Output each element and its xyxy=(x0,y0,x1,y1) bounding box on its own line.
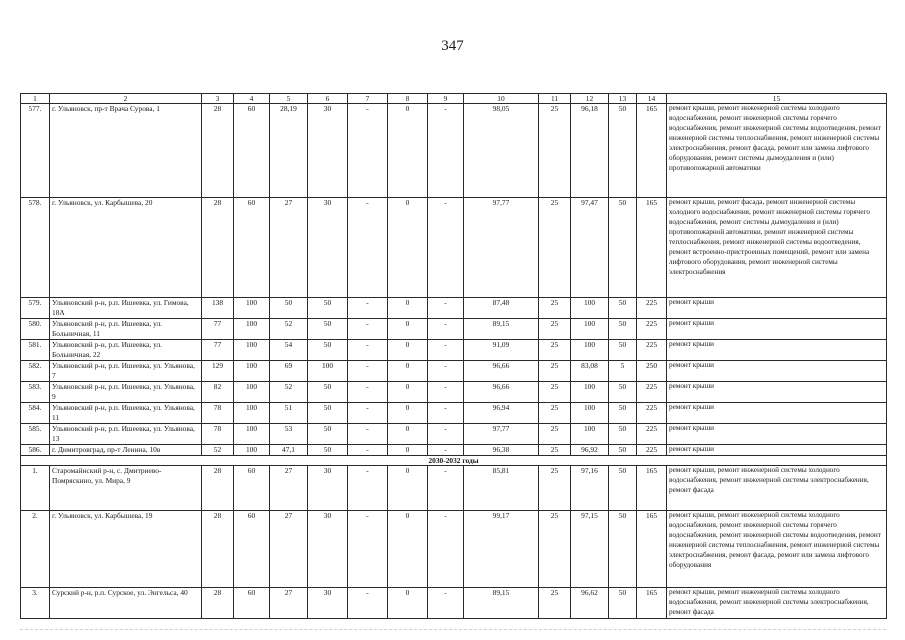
table-row xyxy=(21,424,887,445)
value-cell: 100 xyxy=(571,340,609,361)
address-cell: г. Ульяновск, пр-т Врача Сурова, 1 xyxy=(50,104,202,198)
column-header: 10 xyxy=(464,94,539,104)
value-cell: 225 xyxy=(637,340,667,361)
works-cell: ремонт крыши, ремонт инженерной системы холодного водоснабжения, ремонт инженерной системы электроснабжения, ремонт фасада xyxy=(667,588,887,619)
value-cell: 30 xyxy=(308,104,348,198)
value-cell: 250 xyxy=(637,361,667,382)
column-header: 9 xyxy=(428,94,464,104)
value-cell: - xyxy=(428,382,464,403)
value-cell: 50 xyxy=(609,382,637,403)
value-cell: 77 xyxy=(202,340,234,361)
value-cell: 50 xyxy=(609,588,637,619)
value-cell: 52 xyxy=(270,382,308,403)
value-cell: 30 xyxy=(308,198,348,298)
value-cell: 50 xyxy=(308,403,348,424)
value-cell: 96,92 xyxy=(571,445,609,456)
value-cell: 97,77 xyxy=(464,424,539,445)
value-cell: 0 xyxy=(388,319,428,340)
value-cell: 50 xyxy=(270,298,308,319)
table-row xyxy=(21,340,887,361)
value-cell: 129 xyxy=(202,361,234,382)
value-cell: 165 xyxy=(637,104,667,198)
works-table xyxy=(20,93,887,619)
value-cell: 30 xyxy=(308,466,348,511)
value-cell: 0 xyxy=(388,403,428,424)
table-header-row xyxy=(21,94,887,104)
value-cell: - xyxy=(348,382,388,403)
value-cell: 0 xyxy=(388,511,428,588)
value-cell: 85,81 xyxy=(464,466,539,511)
value-cell: 50 xyxy=(609,298,637,319)
value-cell: 96,18 xyxy=(571,104,609,198)
value-cell: 27 xyxy=(270,466,308,511)
value-cell: 89,15 xyxy=(464,319,539,340)
value-cell: 50 xyxy=(609,511,637,588)
value-cell: 100 xyxy=(234,298,270,319)
value-cell: 138 xyxy=(202,298,234,319)
table-row xyxy=(21,104,887,198)
value-cell: 0 xyxy=(388,466,428,511)
value-cell: 50 xyxy=(609,466,637,511)
value-cell: - xyxy=(348,298,388,319)
value-cell: 27 xyxy=(270,198,308,298)
value-cell: 100 xyxy=(234,340,270,361)
row-number-cell: 586. xyxy=(21,445,50,456)
works-cell: ремонт крыши, ремонт инженерной системы холодного водоснабжения, ремонт инженерной системы горячего водоснабжения, ремонт инженерной системы водоотведения, ремонт инженерной системы теплоснабжения, ремонт инженерной системы электроснабжения, ремонт фасада, ремонт или замена лифтового оборудования, ремонт системы дымоудаления и (или) противопожарной автоматики xyxy=(667,104,887,198)
value-cell: 165 xyxy=(637,511,667,588)
value-cell: 100 xyxy=(234,445,270,456)
value-cell: 100 xyxy=(571,382,609,403)
value-cell: 25 xyxy=(539,198,571,298)
value-cell: 100 xyxy=(571,298,609,319)
value-cell: 96,62 xyxy=(571,588,609,619)
address-cell: Старомайнский р-н, с. Дмитриево-Помряскино, ул. Мира, 9 xyxy=(50,466,202,511)
table-body xyxy=(21,94,887,619)
column-header: 2 xyxy=(50,94,202,104)
table-row xyxy=(21,319,887,340)
value-cell: 50 xyxy=(609,340,637,361)
value-cell: - xyxy=(428,466,464,511)
column-header: 12 xyxy=(571,94,609,104)
value-cell: 25 xyxy=(539,511,571,588)
section-title: 2030-2032 годы xyxy=(21,456,887,466)
value-cell: 60 xyxy=(234,466,270,511)
value-cell: 28 xyxy=(202,466,234,511)
value-cell: 30 xyxy=(308,511,348,588)
value-cell: 100 xyxy=(571,403,609,424)
value-cell: 96,66 xyxy=(464,382,539,403)
value-cell: 225 xyxy=(637,445,667,456)
bottom-cut-line xyxy=(20,629,886,630)
value-cell: 78 xyxy=(202,403,234,424)
value-cell: 60 xyxy=(234,511,270,588)
value-cell: 50 xyxy=(609,198,637,298)
value-cell: 89,15 xyxy=(464,588,539,619)
value-cell: - xyxy=(348,424,388,445)
value-cell: - xyxy=(428,340,464,361)
column-header: 8 xyxy=(388,94,428,104)
value-cell: - xyxy=(428,445,464,456)
value-cell: 50 xyxy=(609,445,637,456)
works-cell: ремонт крыши xyxy=(667,319,887,340)
value-cell: 50 xyxy=(308,298,348,319)
value-cell: - xyxy=(428,588,464,619)
address-cell: г. Ульяновск, ул. Карбышева, 19 xyxy=(50,511,202,588)
value-cell: 47,1 xyxy=(270,445,308,456)
value-cell: - xyxy=(428,298,464,319)
column-header: 6 xyxy=(308,94,348,104)
value-cell: 69 xyxy=(270,361,308,382)
address-cell: Сурский р-н, р.п. Сурское, ул. Энгельса, 40 xyxy=(50,588,202,619)
row-number-cell: 577. xyxy=(21,104,50,198)
value-cell: - xyxy=(348,198,388,298)
value-cell: 225 xyxy=(637,424,667,445)
value-cell: 50 xyxy=(308,424,348,445)
value-cell: 96,66 xyxy=(464,361,539,382)
row-number-cell: 579. xyxy=(21,298,50,319)
value-cell: 25 xyxy=(539,361,571,382)
value-cell: 97,47 xyxy=(571,198,609,298)
table-row xyxy=(21,382,887,403)
row-number-cell: 585. xyxy=(21,424,50,445)
column-header: 15 xyxy=(667,94,887,104)
value-cell: 50 xyxy=(609,104,637,198)
value-cell: 100 xyxy=(571,319,609,340)
table-row xyxy=(21,361,887,382)
row-number-cell: 578. xyxy=(21,198,50,298)
value-cell: - xyxy=(428,319,464,340)
table-row xyxy=(21,445,887,456)
value-cell: 100 xyxy=(308,361,348,382)
value-cell: 28 xyxy=(202,588,234,619)
value-cell: 5 xyxy=(609,361,637,382)
value-cell: 50 xyxy=(609,424,637,445)
row-number-cell: 582. xyxy=(21,361,50,382)
value-cell: 50 xyxy=(609,319,637,340)
value-cell: 50 xyxy=(308,445,348,456)
column-header: 4 xyxy=(234,94,270,104)
works-cell: ремонт крыши xyxy=(667,403,887,424)
value-cell: 52 xyxy=(270,319,308,340)
value-cell: 25 xyxy=(539,445,571,456)
value-cell: 97,77 xyxy=(464,198,539,298)
value-cell: 225 xyxy=(637,382,667,403)
value-cell: - xyxy=(348,104,388,198)
value-cell: 25 xyxy=(539,424,571,445)
row-number-cell: 2. xyxy=(21,511,50,588)
value-cell: 52 xyxy=(202,445,234,456)
value-cell: 78 xyxy=(202,424,234,445)
value-cell: - xyxy=(348,588,388,619)
value-cell: 165 xyxy=(637,198,667,298)
table-row xyxy=(21,466,887,511)
value-cell: 165 xyxy=(637,466,667,511)
value-cell: - xyxy=(348,361,388,382)
value-cell: 0 xyxy=(388,382,428,403)
value-cell: - xyxy=(348,340,388,361)
works-cell: ремонт крыши xyxy=(667,340,887,361)
row-number-cell: 581. xyxy=(21,340,50,361)
column-header: 7 xyxy=(348,94,388,104)
value-cell: 225 xyxy=(637,403,667,424)
table-row xyxy=(21,298,887,319)
works-cell: ремонт крыши xyxy=(667,445,887,456)
works-cell: ремонт крыши xyxy=(667,361,887,382)
value-cell: - xyxy=(348,445,388,456)
value-cell: 0 xyxy=(388,361,428,382)
value-cell: 28,19 xyxy=(270,104,308,198)
address-cell: г. Димитровград, пр-т Ленина, 10в xyxy=(50,445,202,456)
address-cell: Ульяновский р-н, р.п. Ишеевка, ул. Ульянова, 13 xyxy=(50,424,202,445)
column-header: 13 xyxy=(609,94,637,104)
value-cell: - xyxy=(348,511,388,588)
value-cell: 25 xyxy=(539,466,571,511)
address-cell: Ульяновский р-н, р.п. Ишеевка, ул. Гимова, 18А xyxy=(50,298,202,319)
value-cell: 100 xyxy=(234,361,270,382)
value-cell: 91,09 xyxy=(464,340,539,361)
value-cell: - xyxy=(348,466,388,511)
address-cell: Ульяновский р-н, р.п. Ишеевка, ул. Больничная, 22 xyxy=(50,340,202,361)
row-number-cell: 1. xyxy=(21,466,50,511)
value-cell: 30 xyxy=(308,588,348,619)
value-cell: 28 xyxy=(202,198,234,298)
value-cell: 97,16 xyxy=(571,466,609,511)
value-cell: 60 xyxy=(234,588,270,619)
row-number-cell: 583. xyxy=(21,382,50,403)
value-cell: 53 xyxy=(270,424,308,445)
value-cell: - xyxy=(348,403,388,424)
table-row xyxy=(21,403,887,424)
table-row xyxy=(21,198,887,298)
value-cell: 28 xyxy=(202,104,234,198)
value-cell: 100 xyxy=(234,319,270,340)
value-cell: 0 xyxy=(388,445,428,456)
row-number-cell: 580. xyxy=(21,319,50,340)
value-cell: 27 xyxy=(270,511,308,588)
value-cell: - xyxy=(428,104,464,198)
page-number: 347 xyxy=(441,38,464,54)
table-row xyxy=(21,511,887,588)
value-cell: 60 xyxy=(234,198,270,298)
works-cell: ремонт крыши, ремонт инженерной системы холодного водоснабжения, ремонт инженерной системы горячего водоснабжения, ремонт инженерной системы водоотведения, ремонт инженерной системы теплоснабжения, ремонт инженерной системы электроснабжения, ремонт фасада, ремонт или замена лифтового оборудования xyxy=(667,511,887,588)
value-cell: 97,15 xyxy=(571,511,609,588)
value-cell: 0 xyxy=(388,198,428,298)
value-cell: 225 xyxy=(637,298,667,319)
value-cell: 25 xyxy=(539,104,571,198)
value-cell: 54 xyxy=(270,340,308,361)
value-cell: 100 xyxy=(234,382,270,403)
value-cell: - xyxy=(348,319,388,340)
value-cell: - xyxy=(428,511,464,588)
row-number-cell: 584. xyxy=(21,403,50,424)
value-cell: 77 xyxy=(202,319,234,340)
address-cell: Ульяновский р-н, р.п. Ишеевка, ул. Ульянова, 11 xyxy=(50,403,202,424)
address-cell: Ульяновский р-н, р.п. Ишеевка, ул. Ульянова, 9 xyxy=(50,382,202,403)
works-cell: ремонт крыши xyxy=(667,424,887,445)
value-cell: 165 xyxy=(637,588,667,619)
works-cell: ремонт крыши xyxy=(667,298,887,319)
value-cell: - xyxy=(428,424,464,445)
value-cell: - xyxy=(428,198,464,298)
works-cell: ремонт крыши, ремонт инженерной системы холодного водоснабжения, ремонт инженерной системы электроснабжения, ремонт фасада xyxy=(667,466,887,511)
address-cell: Ульяновский р-н, р.п. Ишеевка, ул. Ульянова, 7 xyxy=(50,361,202,382)
value-cell: 0 xyxy=(388,298,428,319)
value-cell: 50 xyxy=(609,403,637,424)
value-cell: 25 xyxy=(539,298,571,319)
value-cell: 28 xyxy=(202,511,234,588)
value-cell: 60 xyxy=(234,104,270,198)
value-cell: 0 xyxy=(388,340,428,361)
value-cell: 87,48 xyxy=(464,298,539,319)
column-header: 14 xyxy=(637,94,667,104)
column-header: 5 xyxy=(270,94,308,104)
value-cell: 83,08 xyxy=(571,361,609,382)
value-cell: 98,05 xyxy=(464,104,539,198)
value-cell: 25 xyxy=(539,588,571,619)
works-cell: ремонт крыши, ремонт фасада, ремонт инженерной системы холодного водоснабжения, ремонт инженерной системы горячего водоснабжения, ремонт системы дымоудаления и (или) противопожарной автоматики, ремонт инженерной системы теплоснабжения, ремонт инженерной системы водоотведения, ремонт встроенно-пристроенных помещений, ремонт или замена лифтового оборудования, ремонт инженерной системы электроснабжения xyxy=(667,198,887,298)
value-cell: 25 xyxy=(539,340,571,361)
value-cell: 25 xyxy=(539,403,571,424)
works-cell: ремонт крыши xyxy=(667,382,887,403)
value-cell: - xyxy=(428,361,464,382)
value-cell: 99,17 xyxy=(464,511,539,588)
value-cell: 96,38 xyxy=(464,445,539,456)
value-cell: 50 xyxy=(308,382,348,403)
value-cell: 51 xyxy=(270,403,308,424)
column-header: 11 xyxy=(539,94,571,104)
column-header: 1 xyxy=(21,94,50,104)
value-cell: 100 xyxy=(234,403,270,424)
value-cell: 100 xyxy=(234,424,270,445)
value-cell: 100 xyxy=(571,424,609,445)
value-cell: 25 xyxy=(539,382,571,403)
value-cell: 0 xyxy=(388,588,428,619)
column-header: 3 xyxy=(202,94,234,104)
table-row xyxy=(21,588,887,619)
document-sheet xyxy=(20,93,886,619)
section-row xyxy=(21,456,887,466)
value-cell: 0 xyxy=(388,424,428,445)
value-cell: 96,94 xyxy=(464,403,539,424)
row-number-cell: 3. xyxy=(21,588,50,619)
value-cell: 50 xyxy=(308,340,348,361)
value-cell: - xyxy=(428,403,464,424)
value-cell: 225 xyxy=(637,319,667,340)
address-cell: Ульяновский р-н, р.п. Ишеевка, ул. Больничная, 11 xyxy=(50,319,202,340)
value-cell: 82 xyxy=(202,382,234,403)
value-cell: 25 xyxy=(539,319,571,340)
value-cell: 0 xyxy=(388,104,428,198)
address-cell: г. Ульяновск, ул. Карбышева, 20 xyxy=(50,198,202,298)
value-cell: 50 xyxy=(308,319,348,340)
value-cell: 27 xyxy=(270,588,308,619)
